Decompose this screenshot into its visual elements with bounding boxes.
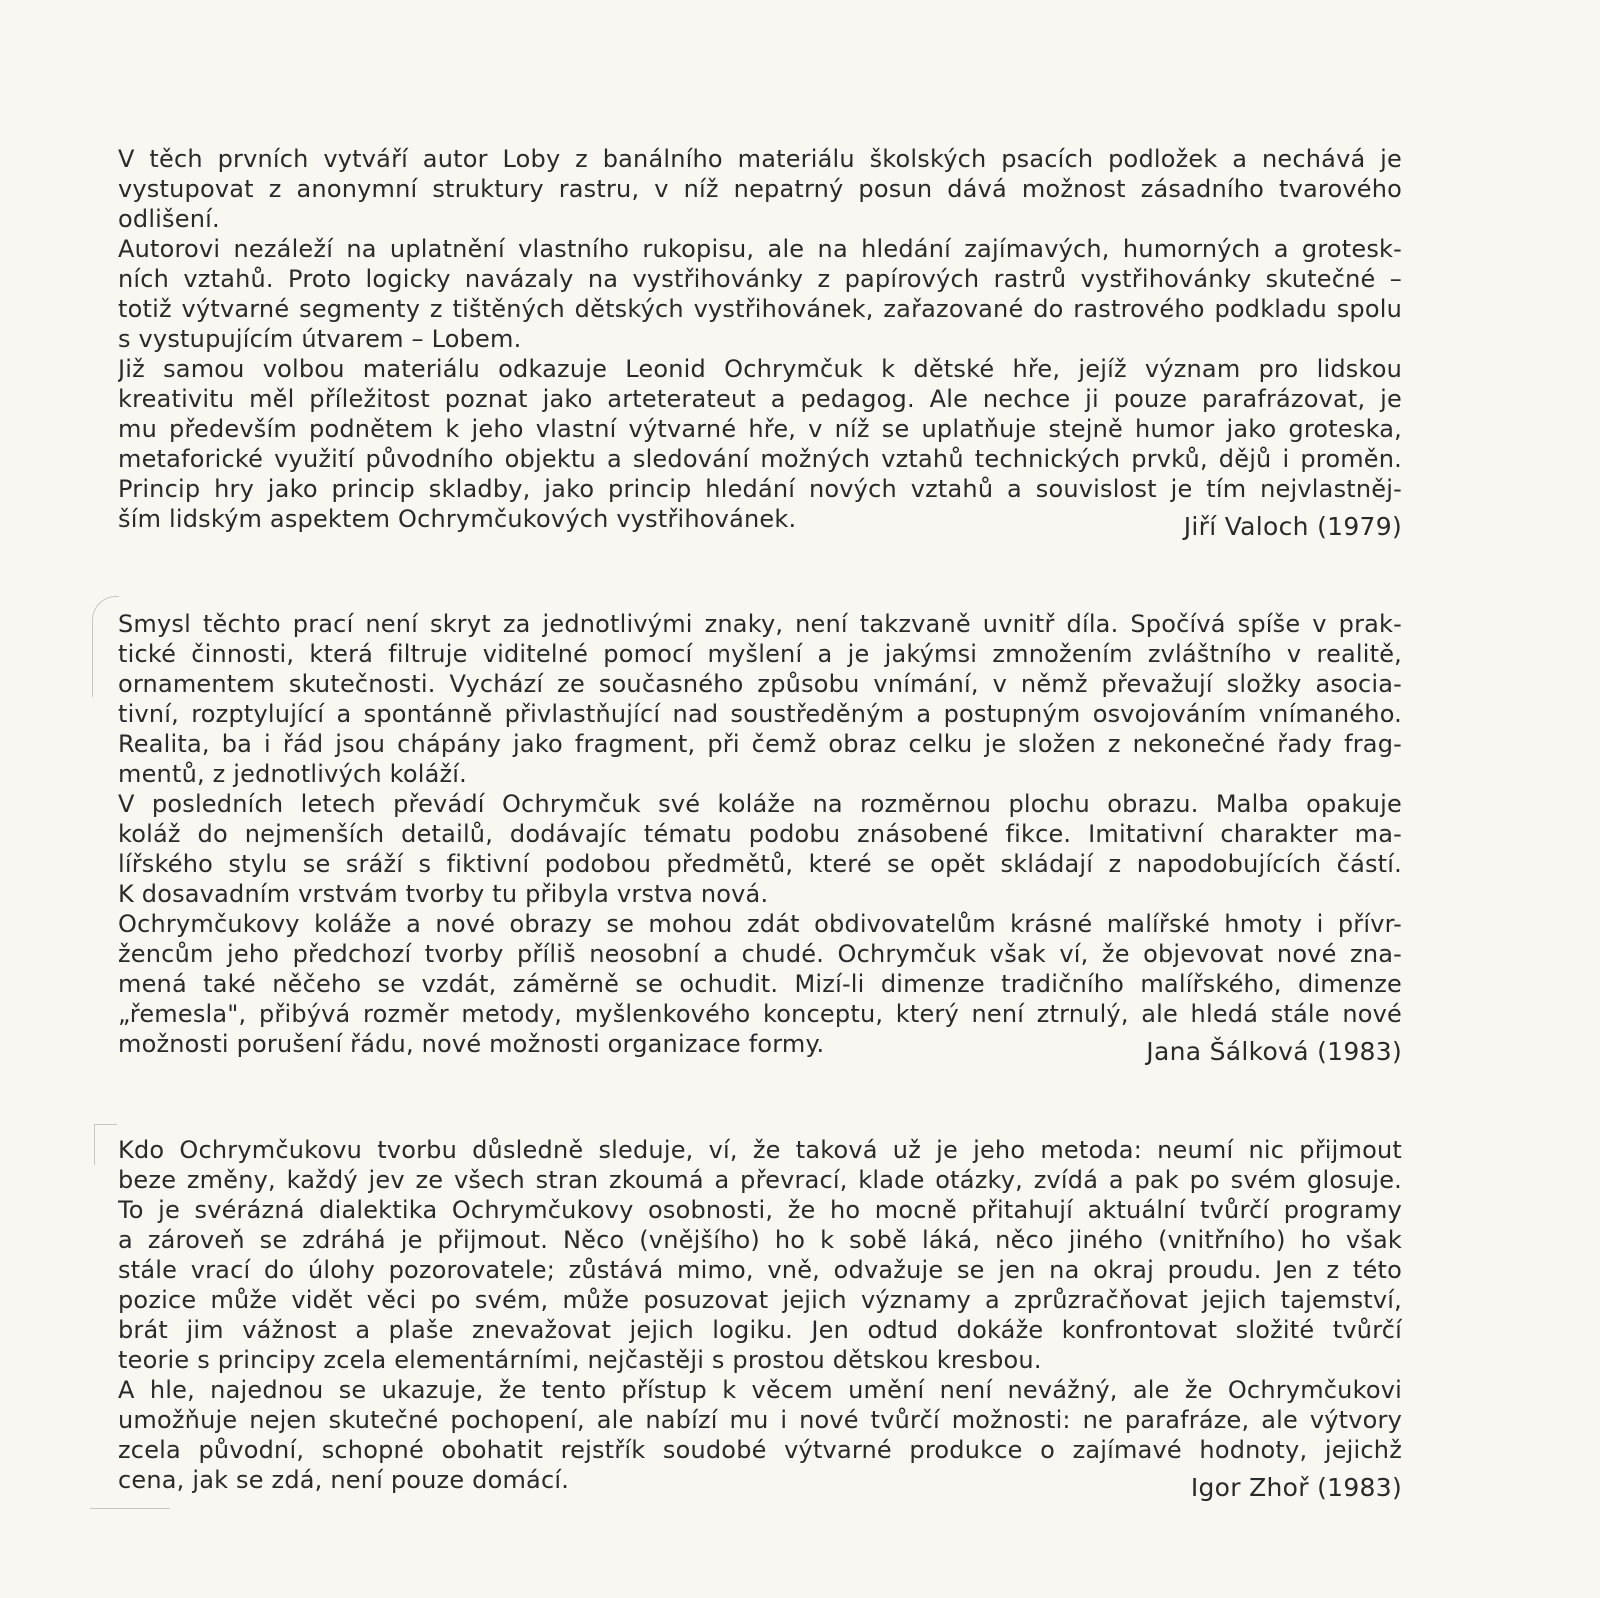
text-line: ornamentem skutečnosti. Vychází ze současného způsobu vnímání, v němž převažují složky asocia- — [118, 670, 1402, 698]
text-line: Realita, ba i řád jsou chápány jako fragment, při čemž obraz celku je složen z nekonečné řady frag- — [118, 730, 1402, 758]
text-line: V posledních letech převádí Ochrymčuk své koláže na rozměrnou plochu obrazu. Malba opakuje — [118, 790, 1402, 818]
text-line: žencům jeho předchozí tvorby příliš neosobní a chudé. Ochrymčuk však ví, že objevovat nové zna- — [118, 940, 1402, 968]
text-line: cena, jak se zdá, není pouze domácí. — [118, 1466, 570, 1494]
text-line: umožňuje nejen skutečné pochopení, ale nabízí mu i nové tvůrčí možnosti: ne parafráze, ale výtvory — [118, 1406, 1402, 1434]
margin-pencil-mark — [94, 1124, 117, 1165]
text-line: zcela původní, schopné obohatit rejstřík soudobé výtvarné produkce o zajímavé hodnoty, jejichž — [118, 1436, 1402, 1464]
author-attribution: Igor Zhoř (1983) — [1190, 1473, 1402, 1502]
author-attribution: Jana Šálková (1983) — [1146, 1037, 1402, 1066]
text-line: vystupovat z anonymní struktury rastru, v níž nepatrný posun dává možnost zásadního tvarového — [118, 175, 1402, 203]
text-line: možnosti porušení řádu, nové možnosti organizace formy. — [118, 1030, 825, 1058]
text-line: A hle, najednou se ukazuje, že tento přístup k věcem umění není nevážný, ale že Ochrymčukovi — [118, 1376, 1402, 1404]
text-line: kreativitu měl příležitost poznat jako arteterateut a pedagog. Ale nechce ji pouze parafrázovat, je — [118, 385, 1402, 413]
text-line: brát jim vážnost a plaše znevažovat jejich logiku. Jen odtud dokáže konfrontovat složité tvůrčí — [118, 1316, 1402, 1344]
closing-row — [118, 1029, 1402, 1066]
text-line: V těch prvních vytváří autor Loby z banálního materiálu školských psacích podložek a nechává je — [118, 145, 1402, 173]
text-line: a zároveň se zdráhá je přijmout. Něco (vnějšího) ho k sobě láká, něco jiného (vnitřního) ho však — [118, 1226, 1402, 1254]
essay-section-salkova — [118, 609, 1402, 1066]
text-line: Ochrymčukovy koláže a nové obrazy se mohou zdát obdivovatelům krásné malířské hmoty i přívr- — [118, 910, 1402, 938]
text-line: ních vztahů. Proto logicky navázaly na vystřihovánky z papírových rastrů vystřihovánky skutečné – — [118, 265, 1402, 293]
essay-section-zhor — [118, 1135, 1402, 1502]
text-line: mu především podnětem k jeho vlastní výtvarné hře, v níž se uplatňuje stejně humor jako groteska, — [118, 415, 1402, 443]
text-line: teorie s principy zcela elementárními, nejčastěji s prostou dětskou kresbou. — [118, 1346, 1042, 1374]
text-line: tické činnosti, která filtruje viditelné pomocí myšlení a je jakýmsi zmnožením zvláštního v realitě, — [118, 640, 1402, 668]
text-line: mentů, z jednotlivých koláží. — [118, 760, 468, 788]
margin-pencil-mark — [92, 596, 119, 697]
text-line: Smysl těchto prací není skryt za jednotlivými znaky, není takzvaně uvnitř díla. Spočívá spíše v prak- — [118, 610, 1402, 638]
margin-pencil-mark — [90, 1498, 170, 1509]
author-attribution: Jiří Valoch (1979) — [1183, 512, 1402, 541]
text-line: Princip hry jako princip skladby, jako princip hledání nových vztahů a souvislost je tím nejvlastněj- — [118, 475, 1402, 503]
text-line: Autorovi nezáleží na uplatnění vlastního rukopisu, ale na hledání zajímavých, humorných a grotesk- — [118, 235, 1402, 263]
text-line: „řemesla", přibývá rozměr metody, myšlenkového konceptu, který není ztrnulý, ale hledá stále nové — [118, 1000, 1402, 1028]
text-line: To je svérázná dialektika Ochrymčukovy osobnosti, že ho mocně přitahují aktuální tvůrčí programy — [118, 1196, 1402, 1224]
essay-section-valoch — [118, 144, 1402, 541]
text-line: mená také něčeho se vzdát, záměrně se ochudit. Mizí-li dimenze tradičního malířského, dimenze — [118, 970, 1402, 998]
text-line: lířského stylu se sráží s fiktivní podobou předmětů, které se opět skládají z napodobujících částí. — [118, 850, 1402, 878]
text-line: ším lidským aspektem Ochrymčukových vystřihovánek. — [118, 505, 797, 533]
text-line: beze změny, každý jev ze všech stran zkoumá a převrací, klade otázky, zvídá a pak po svém glosuje. — [118, 1166, 1402, 1194]
text-line: pozice může vidět věci po svém, může posuzovat jejich významy a zprůzračňovat jejich tajemství, — [118, 1286, 1402, 1314]
text-line: Již samou volbou materiálu odkazuje Leonid Ochrymčuk k dětské hře, jejíž význam pro lidskou — [118, 355, 1402, 383]
text-line: totiž výtvarné segmenty z tištěných dětských vystřihovánek, zařazované do rastrového podkladu spolu — [118, 295, 1402, 323]
text-line: metaforické využití původního objektu a sledování možných vztahů technických prvků, dějů i proměn. — [118, 445, 1402, 473]
closing-row — [118, 1465, 1402, 1502]
closing-row — [118, 504, 1402, 541]
text-line: stále vrací do úlohy pozorovatele; zůstává mimo, vně, odvažuje se jen na okraj proudu. Jen z této — [118, 1256, 1402, 1284]
text-line: K dosavadním vrstvám tvorby tu přibyla vrstva nová. — [118, 880, 769, 908]
text-line: Kdo Ochrymčukovu tvorbu důsledně sleduje, ví, že taková už je jeho metoda: neumí nic přijmout — [118, 1136, 1402, 1164]
text-line: odlišení. — [118, 205, 220, 233]
text-line: tivní, rozptylující a spontánně přivlastňující nad soustředěným a postupným osvojováním vnímaného. — [118, 700, 1402, 728]
text-line: s vystupujícím útvarem – Lobem. — [118, 325, 522, 353]
text-line: koláž do nejmenších detailů, dodávajíc tématu podobu znásobené fikce. Imitativní charakter ma- — [118, 820, 1402, 848]
